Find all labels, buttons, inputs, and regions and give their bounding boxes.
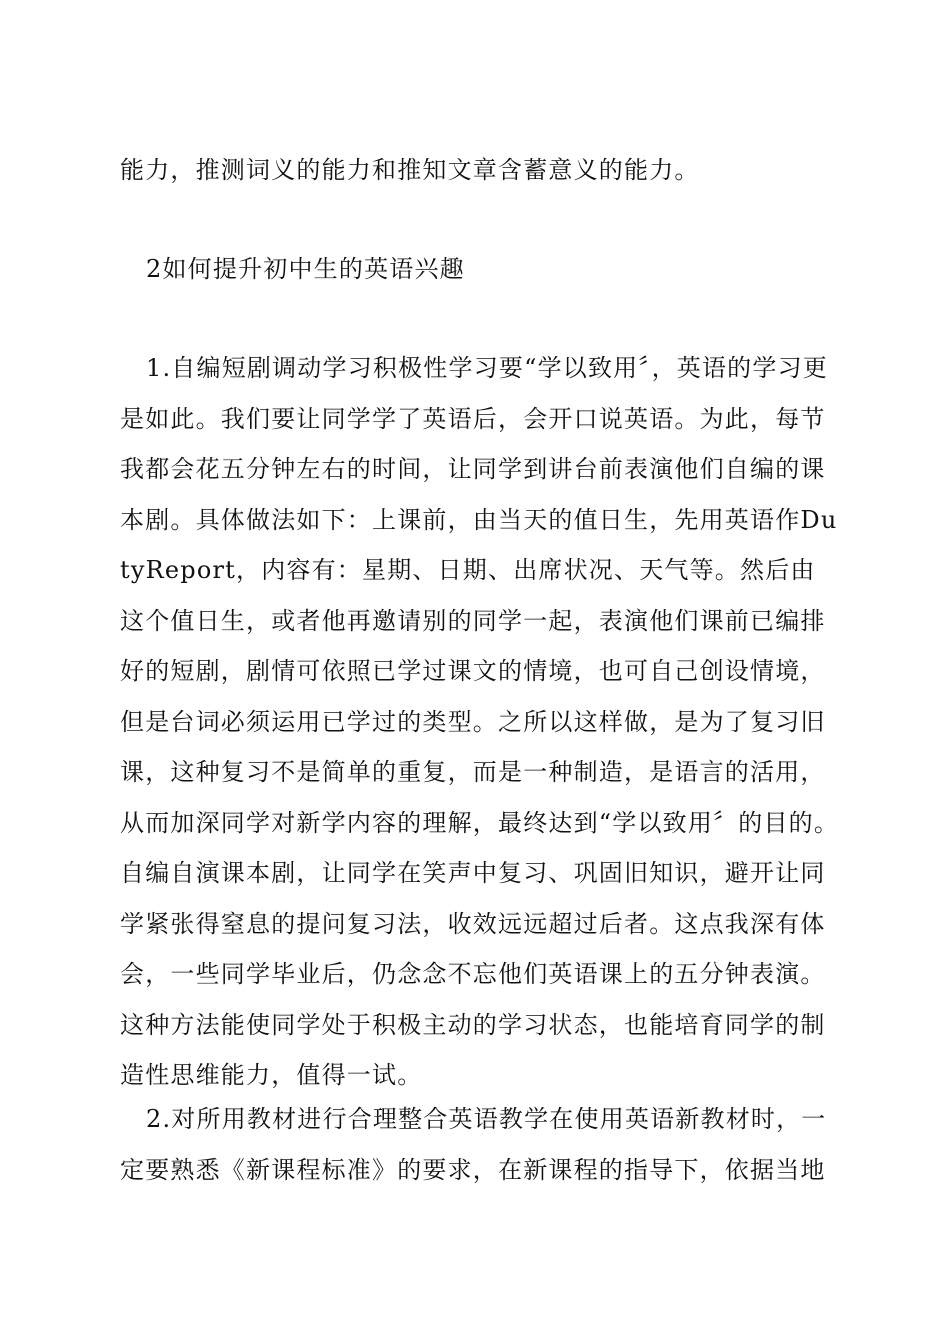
paragraph-ability-summary: 能力，推测词义的能力和推知文章含蓄意义的能力。 — [120, 156, 700, 184]
paragraph-method-2: 2.对所用教材进行合理整合英语教学在使用英语新教材时，一定要熟悉《新课程标准》的要求，在新课程的指导下，依据当地 — [120, 1105, 827, 1184]
section-heading: 2如何提升初中生的英语兴趣 — [146, 255, 465, 283]
paragraph-method-1: 1.自编短剧调动学习积极性学习要“学以致用〞，英语的学习更是如此。我们要让同学学了英语后，会开口说英语。为此，每节我都会花五分钟左右的时间，让同学到讲台前表演他们自编的课本剧。具体做法如下：上课前，由当天的值日生，先用英语作DutyReport，内容有：星期、日期、出席状况、天气等。然后由这个值日生，或者他再邀请别的同学一起，表演他们课前已编排好的短剧，剧情可依照已学过课文的情境，也可自己创设情境，但是台词必须运用已学过的类型。之所以这样做，是为了复习旧课，这种复习不是简单的重复，而是一种制造，是语言的活用，从而加深同学对新学内容的理解，最终达到“学以致用〞的目的。自编自演课本剧，让同学在笑声中复习、巩固旧知识，避开让同学紧张得窒息的提问复习法，收效远远超过后者。这点我深有体会，一些同学毕业后，仍念念不忘他们英语课上的五分钟表演。这种方法能使同学处于积极主动的学习状态，也能培育同学的制造性思维能力，值得一试。 — [120, 354, 840, 1089]
